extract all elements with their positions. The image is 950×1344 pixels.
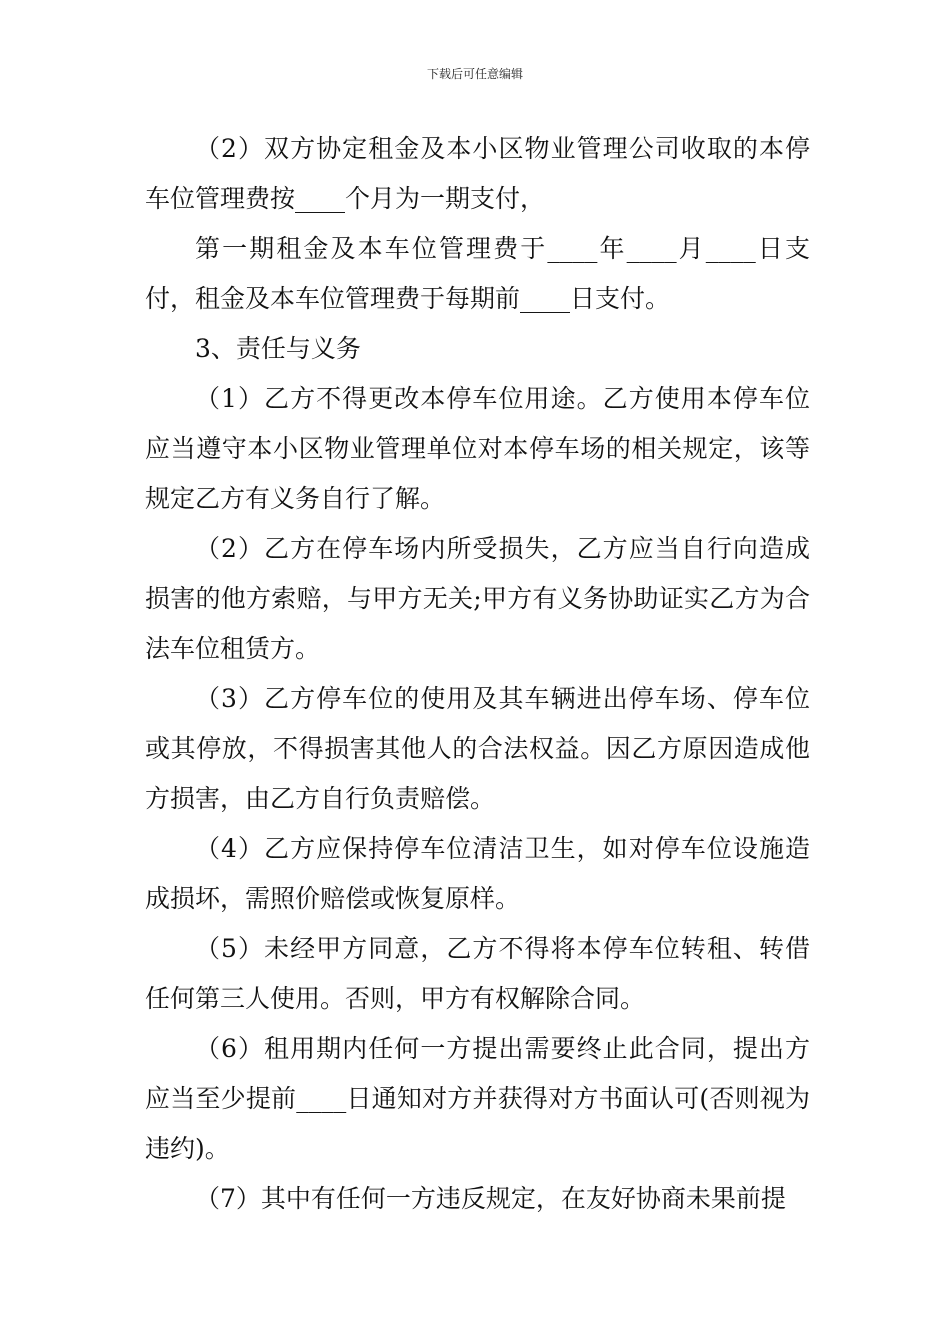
paragraph-clause-4: （4）乙方应保持停车位清洁卫生，如对停车位设施造成损坏，需照价赔偿或恢复原样。 bbox=[145, 834, 810, 913]
paragraph-clause-1: （1）乙方不得更改本停车位用途。乙方使用本停车位应当遵守本小区物业管理单位对本停车场的相关规定，该等规定乙方有义务自行了解。 bbox=[145, 384, 810, 513]
paragraph-first-payment: 第一期租金及本车位管理费于____年____月____日支付，租金及本车位管理费于每期前____日支付。 bbox=[145, 234, 810, 313]
paragraph-clause-2: （2）乙方在停车场内所受损失，乙方应当自行向造成损害的他方索赔，与甲方无关;甲方有义务协助证实乙方为合法车位租赁方。 bbox=[145, 534, 810, 663]
paragraph-payment-period: （2）双方协定租金及本小区物业管理公司收取的本停车位管理费按____个月为一期支付， bbox=[145, 134, 810, 213]
section-heading-responsibilities: 3、责任与义务 bbox=[195, 334, 361, 363]
page-header: 下载后可任意编辑 bbox=[426, 67, 523, 81]
paragraph-clause-5: （5）未经甲方同意，乙方不得将本停车位转租、转借任何第三人使用。否则，甲方有权解除合同。 bbox=[145, 934, 810, 1013]
paragraph-clause-7: （7）其中有任何一方违反规定，在友好协商未果前提 bbox=[195, 1184, 786, 1213]
document-body bbox=[145, 124, 810, 1224]
paragraph-clause-6: （6）租用期内任何一方提出需要终止此合同，提出方应当至少提前____日通知对方并获得对方书面认可(否则视为违约)。 bbox=[145, 1034, 810, 1163]
paragraph-clause-3: （3）乙方停车位的使用及其车辆进出停车场、停车位或其停放，不得损害其他人的合法权益。因乙方原因造成他方损害，由乙方自行负责赔偿。 bbox=[145, 684, 810, 813]
